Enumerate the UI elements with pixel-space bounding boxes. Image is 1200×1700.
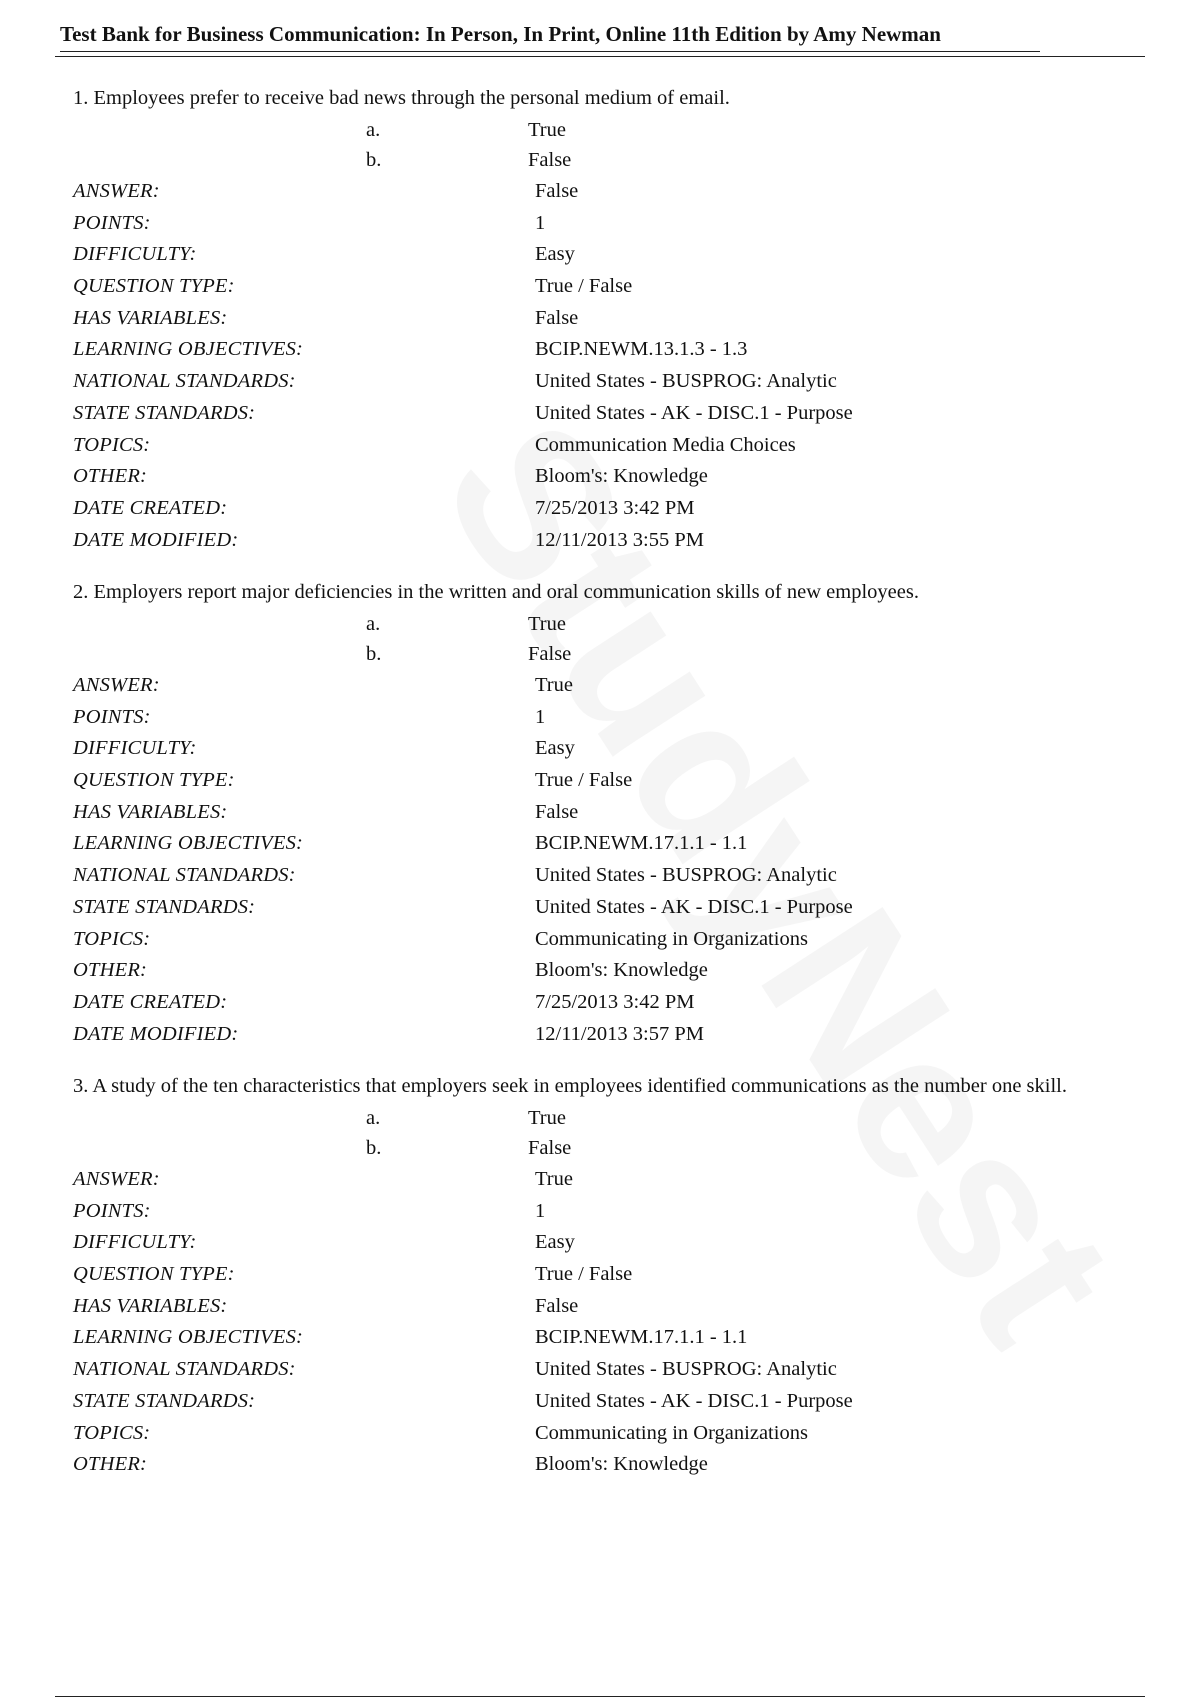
meta-value: 12/11/2013 3:57 PM: [535, 1022, 704, 1045]
meta-value: False: [535, 180, 579, 202]
meta-value: Bloom's: Knowledge: [535, 465, 708, 488]
meta-topics: [73, 430, 1183, 462]
meta-label: LEARNING OBJECTIVES:: [73, 1326, 304, 1349]
option-a: [73, 1104, 1183, 1134]
meta-other: [73, 461, 1183, 493]
meta-label: DIFFICULTY:: [73, 243, 197, 266]
meta-label: DATE MODIFIED:: [73, 1022, 239, 1045]
meta-value: True / False: [535, 1263, 633, 1286]
meta-value: True: [535, 674, 573, 696]
meta-label: ANSWER:: [73, 180, 160, 202]
meta-value: United States - AK - DISC.1 - Purpose: [535, 401, 853, 424]
meta-label: DIFFICULTY:: [73, 737, 197, 760]
meta-state-standards: [73, 1386, 1183, 1418]
meta-label: DATE CREATED:: [73, 496, 228, 519]
meta-value: Bloom's: Knowledge: [535, 959, 708, 982]
meta-national-standards: [73, 366, 1183, 398]
meta-label: TOPICS:: [73, 433, 151, 456]
option-letter: a.: [366, 1107, 381, 1129]
meta-value: Easy: [535, 243, 575, 266]
meta-label: ANSWER:: [73, 1168, 160, 1190]
meta-value: BCIP.NEWM.17.1.1 - 1.1: [535, 1326, 748, 1349]
meta-label: STATE STANDARDS:: [73, 895, 256, 918]
meta-value: 7/25/2013 3:42 PM: [535, 496, 695, 519]
meta-other: [73, 955, 1183, 987]
question-text: 1. Employees prefer to receive bad news through the personal medium of email.: [73, 87, 730, 109]
meta-label: STATE STANDARDS:: [73, 401, 256, 424]
meta-value: United States - BUSPROG: Analytic: [535, 1358, 837, 1381]
meta-label: HAS VARIABLES:: [73, 306, 228, 329]
meta-label: HAS VARIABLES:: [73, 1294, 228, 1317]
question-text: 3. A study of the ten characteristics that employers seek in employees identified communications as the number one skill.: [73, 1075, 1067, 1097]
meta-state-standards: [73, 892, 1183, 924]
meta-date-modified: [73, 525, 1183, 557]
option-letter: b.: [366, 643, 382, 665]
question-1: [73, 84, 1183, 556]
meta-label: ANSWER:: [73, 674, 160, 696]
meta-label: NATIONAL STANDARDS:: [73, 864, 296, 887]
meta-learning-objectives: [73, 334, 1183, 366]
option-text: False: [528, 149, 572, 171]
meta-label: TOPICS:: [73, 927, 151, 950]
option-text: True: [528, 119, 566, 141]
meta-value: 1: [535, 705, 546, 728]
meta-points: [73, 208, 1183, 240]
meta-label: QUESTION TYPE:: [73, 769, 235, 792]
meta-label: OTHER:: [73, 1453, 148, 1476]
meta-value: Communication Media Choices: [535, 433, 796, 456]
header-rule: [55, 56, 1145, 57]
meta-label: NATIONAL STANDARDS:: [73, 1358, 296, 1381]
meta-answer: [73, 670, 1183, 702]
meta-label: LEARNING OBJECTIVES:: [73, 338, 304, 361]
meta-value: United States - BUSPROG: Analytic: [535, 370, 837, 393]
meta-national-standards: [73, 860, 1183, 892]
option-text: True: [528, 613, 566, 635]
meta-topics: [73, 924, 1183, 956]
meta-value: 12/11/2013 3:55 PM: [535, 528, 704, 551]
meta-difficulty: [73, 733, 1183, 765]
meta-value: Communicating in Organizations: [535, 1421, 808, 1444]
meta-learning-objectives: [73, 828, 1183, 860]
option-letter: a.: [366, 613, 381, 635]
meta-has-variables: [73, 1291, 1183, 1323]
meta-value: True / False: [535, 769, 633, 792]
meta-learning-objectives: [73, 1322, 1183, 1354]
meta-label: OTHER:: [73, 465, 148, 488]
meta-value: United States - AK - DISC.1 - Purpose: [535, 895, 853, 918]
meta-national-standards: [73, 1354, 1183, 1386]
meta-value: United States - BUSPROG: Analytic: [535, 864, 837, 887]
option-text: False: [528, 1137, 572, 1159]
footer-rule: [55, 1696, 1145, 1697]
meta-value: 7/25/2013 3:42 PM: [535, 990, 695, 1013]
meta-answer: [73, 1164, 1183, 1196]
meta-value: BCIP.NEWM.13.1.3 - 1.3: [535, 338, 748, 361]
meta-label: POINTS:: [73, 211, 151, 234]
meta-label: OTHER:: [73, 959, 148, 982]
meta-value: 1: [535, 211, 546, 234]
meta-question-type: [73, 271, 1183, 303]
meta-value: False: [535, 1294, 579, 1317]
option-a: [73, 116, 1183, 146]
option-text: True: [528, 1107, 566, 1129]
option-a: [73, 610, 1183, 640]
meta-label: DATE CREATED:: [73, 990, 228, 1013]
meta-value: Easy: [535, 737, 575, 760]
meta-value: BCIP.NEWM.17.1.1 - 1.1: [535, 832, 748, 855]
meta-label: DATE MODIFIED:: [73, 528, 239, 551]
meta-state-standards: [73, 398, 1183, 430]
meta-value: True: [535, 1168, 573, 1190]
meta-difficulty: [73, 239, 1183, 271]
meta-label: POINTS:: [73, 1199, 151, 1222]
meta-has-variables: [73, 797, 1183, 829]
option-b: [73, 640, 1183, 670]
meta-question-type: [73, 765, 1183, 797]
meta-label: QUESTION TYPE:: [73, 275, 235, 298]
option-b: [73, 146, 1183, 176]
meta-value: Bloom's: Knowledge: [535, 1453, 708, 1476]
option-b: [73, 1134, 1183, 1164]
meta-date-created: [73, 493, 1183, 525]
meta-value: Easy: [535, 1231, 575, 1254]
question-2: [73, 578, 1183, 1050]
meta-has-variables: [73, 303, 1183, 335]
meta-answer: [73, 176, 1183, 208]
option-letter: b.: [366, 1137, 382, 1159]
meta-value: 1: [535, 1199, 546, 1222]
meta-value: False: [535, 306, 579, 329]
meta-label: TOPICS:: [73, 1421, 151, 1444]
meta-date-modified: [73, 1019, 1183, 1051]
meta-date-created: [73, 987, 1183, 1019]
question-3: [73, 1072, 1183, 1481]
meta-difficulty: [73, 1227, 1183, 1259]
page-header: Test Bank for Business Communication: In Person, In Print, Online 11th Edition by Amy Newman: [60, 22, 1040, 52]
meta-label: STATE STANDARDS:: [73, 1389, 256, 1412]
option-letter: a.: [366, 119, 381, 141]
question-text: 2. Employers report major deficiencies in the written and oral communication skills of new employees.: [73, 581, 919, 603]
meta-label: QUESTION TYPE:: [73, 1263, 235, 1286]
meta-question-type: [73, 1259, 1183, 1291]
meta-value: Communicating in Organizations: [535, 927, 808, 950]
option-letter: b.: [366, 149, 382, 171]
meta-label: POINTS:: [73, 705, 151, 728]
meta-label: LEARNING OBJECTIVES:: [73, 832, 304, 855]
meta-value: True / False: [535, 275, 633, 298]
meta-value: False: [535, 800, 579, 823]
meta-points: [73, 702, 1183, 734]
meta-label: NATIONAL STANDARDS:: [73, 370, 296, 393]
meta-topics: [73, 1418, 1183, 1450]
option-text: False: [528, 643, 572, 665]
meta-label: HAS VARIABLES:: [73, 800, 228, 823]
meta-points: [73, 1196, 1183, 1228]
meta-label: DIFFICULTY:: [73, 1231, 197, 1254]
meta-other: [73, 1449, 1183, 1481]
meta-value: United States - AK - DISC.1 - Purpose: [535, 1389, 853, 1412]
